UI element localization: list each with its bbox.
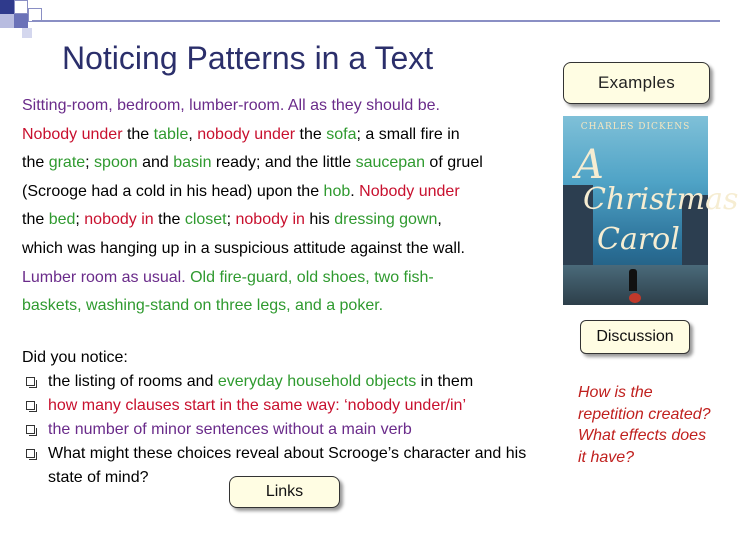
text-segment: the [22, 154, 49, 172]
text-segment: everyday household objects [217, 373, 417, 390]
text-segment: Nobody under [359, 182, 460, 200]
notice-items [22, 370, 542, 490]
passage-line [22, 206, 552, 235]
text-segment: saucepan [355, 154, 425, 172]
text-segment: the listing of rooms and [48, 373, 218, 390]
text-segment: of gruel [424, 154, 483, 172]
book-title-line: Christmas [583, 182, 738, 217]
text-segment: Old fire-guard, old shoes, two fish- [190, 268, 434, 286]
text-segment: dressing gown [334, 211, 438, 229]
text-segment: , [188, 125, 198, 143]
text-segment: bed [48, 211, 76, 229]
notice-item [22, 394, 542, 418]
book-title-line: Carol [597, 222, 680, 257]
checkbox-bullet-icon [26, 425, 35, 434]
book-title-line: A [575, 142, 604, 188]
quoted-passage [22, 92, 552, 321]
notice-heading: Did you notice: [22, 349, 128, 366]
text-segment: his [304, 211, 335, 229]
passage-line [22, 178, 552, 207]
cover-seal [629, 293, 641, 303]
checkbox-bullet-icon [26, 401, 35, 410]
links-button[interactable]: Links [229, 476, 340, 508]
passage-line [22, 92, 552, 121]
text-segment: ; [226, 211, 236, 229]
notice-item [22, 418, 542, 442]
text-segment: sofa [326, 125, 357, 143]
text-segment: the [153, 211, 185, 229]
scrooge-figure [629, 269, 637, 291]
checkbox-bullet-icon [26, 449, 35, 458]
passage-line [22, 121, 552, 150]
discussion-questions [578, 382, 713, 468]
slide-title: Noticing Patterns in a Text [62, 40, 434, 76]
text-segment: Sitting-room, bedroom, lumber-room. All as they should be. [22, 97, 440, 114]
notice-list [22, 346, 542, 490]
text-segment: ; [75, 211, 85, 229]
notice-item [22, 370, 542, 394]
text-segment: ; a small fire in [356, 125, 460, 143]
text-segment: Lumber room as usual. [22, 268, 186, 286]
discussion-button[interactable]: Discussion [580, 320, 690, 354]
book-cover-image [563, 116, 738, 305]
passage-line [22, 149, 552, 178]
text-segment: the [295, 125, 327, 143]
question: What effects does it have? [578, 427, 707, 466]
text-segment: how many clauses start in the same way: ‘nobody under/in’ [48, 397, 466, 414]
examples-button[interactable]: Examples [563, 62, 710, 104]
question: How is the repetition created? [578, 384, 711, 423]
passage-line [22, 264, 552, 293]
text-segment: which was hanging up in a suspicious attitude against the wall. [22, 239, 465, 257]
text-segment: basin [173, 154, 212, 172]
text-segment: nobody in [84, 211, 154, 229]
text-segment: the number of minor sentences without a main verb [48, 421, 412, 438]
passage-line [22, 292, 552, 321]
text-segment: . [350, 182, 360, 200]
text-segment: (Scrooge had a cold in his head) upon the [22, 182, 324, 200]
text-segment: hob [323, 182, 351, 200]
text-segment: nobody under [197, 125, 296, 143]
text-segment: in them [416, 373, 474, 390]
text-segment: closet [184, 211, 227, 229]
text-segment: ready; and the little [211, 154, 356, 172]
text-segment: grate [48, 154, 86, 172]
text-segment: spoon [94, 154, 138, 172]
text-segment: nobody in [235, 211, 305, 229]
book-author: CHARLES DICKENS [580, 122, 691, 132]
header-rule [32, 20, 720, 22]
text-segment: table [153, 125, 189, 143]
text-segment: the [122, 125, 154, 143]
checkbox-bullet-icon [26, 377, 35, 386]
text-segment: baskets, washing-stand on three legs, and a poker. [22, 297, 384, 315]
text-segment: the [22, 211, 49, 229]
text-segment: , [437, 211, 442, 229]
passage-line [22, 235, 552, 264]
text-segment: Nobody under [22, 125, 123, 143]
text-segment: ; [85, 154, 95, 172]
text-segment: and [137, 154, 174, 172]
text-segment: What might these choices reveal about Scrooge’s character and his state of mind? [48, 445, 527, 486]
